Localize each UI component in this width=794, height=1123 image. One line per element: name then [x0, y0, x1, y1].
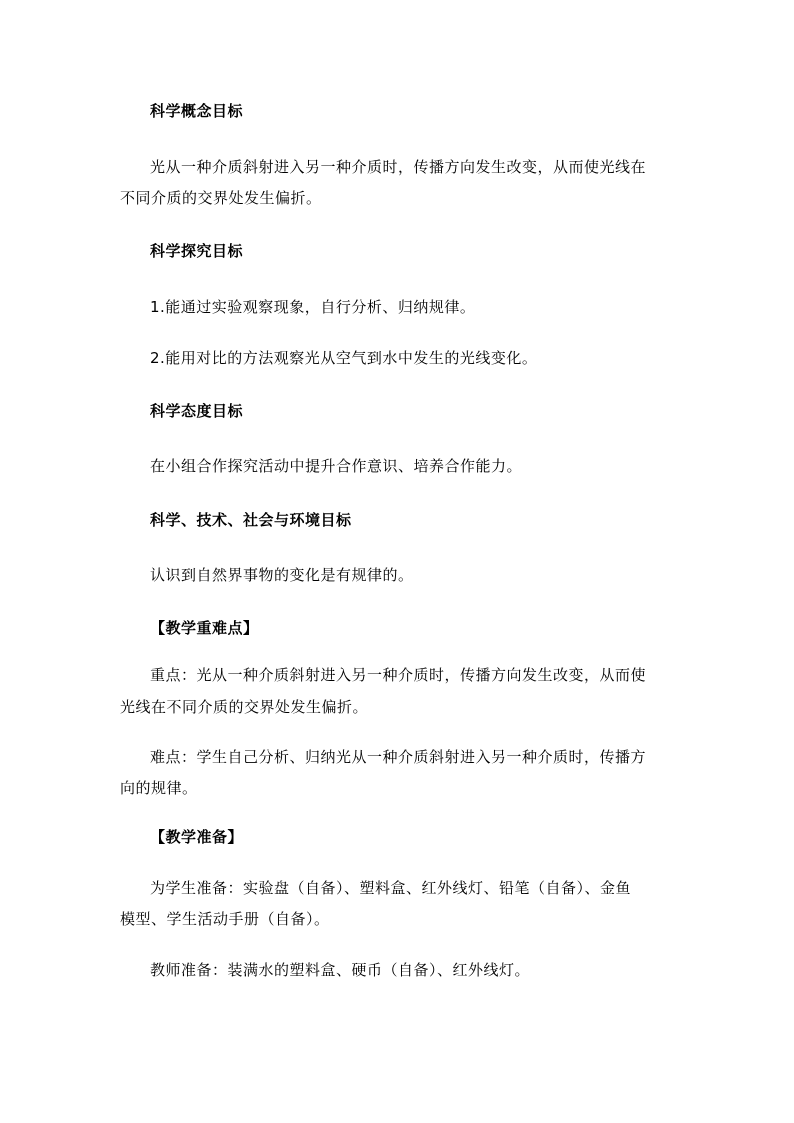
paragraph-difficult-point-line-2: 向的规律。 — [120, 779, 198, 797]
heading-key-difficult-points: 【教学重难点】 — [150, 619, 259, 637]
paragraph-concept-line-2: 不同介质的交界处发生偏折。 — [120, 189, 322, 207]
paragraph-key-point-line-1: 重点：光从一种介质斜射进入另一种介质时，传播方向发生改变，从而使 — [150, 666, 647, 684]
paragraph-student-prep-line-1: 为学生准备：实验盘（自备）、塑料盒、红外线灯、铅笔（自备）、金鱼 — [150, 879, 632, 897]
paragraph-sts: 认识到自然界事物的变化是有规律的。 — [150, 566, 414, 584]
heading-science-attitude: 科学态度目标 — [150, 402, 244, 420]
heading-science-concept: 科学概念目标 — [150, 102, 244, 120]
paragraph-difficult-point-line-1: 难点：学生自己分析、归纳光从一种介质斜射进入另一种介质时，传播方 — [150, 748, 647, 766]
paragraph-student-prep-line-2: 模型、学生活动手册（自备）。 — [120, 910, 330, 928]
inquiry-item-1: 1.能通过实验观察现象，自行分析、归纳规律。 — [150, 298, 476, 316]
heading-teaching-preparation: 【教学准备】 — [150, 828, 244, 846]
heading-sts: 科学、技术、社会与环境目标 — [150, 511, 352, 529]
paragraph-concept-line-1: 光从一种介质斜射进入另一种介质时，传播方向发生改变，从而使光线在 — [150, 158, 647, 176]
paragraph-teacher-prep: 教师准备：装满水的塑料盒、硬币（自备）、红外线灯。 — [150, 961, 531, 979]
paragraph-attitude: 在小组合作探究活动中提升合作意识、培养合作能力。 — [150, 457, 523, 475]
inquiry-item-2: 2.能用对比的方法观察光从空气到水中发生的光线变化。 — [150, 349, 538, 367]
heading-science-inquiry: 科学探究目标 — [150, 242, 244, 260]
paragraph-key-point-line-2: 光线在不同介质的交界处发生偏折。 — [120, 698, 369, 716]
